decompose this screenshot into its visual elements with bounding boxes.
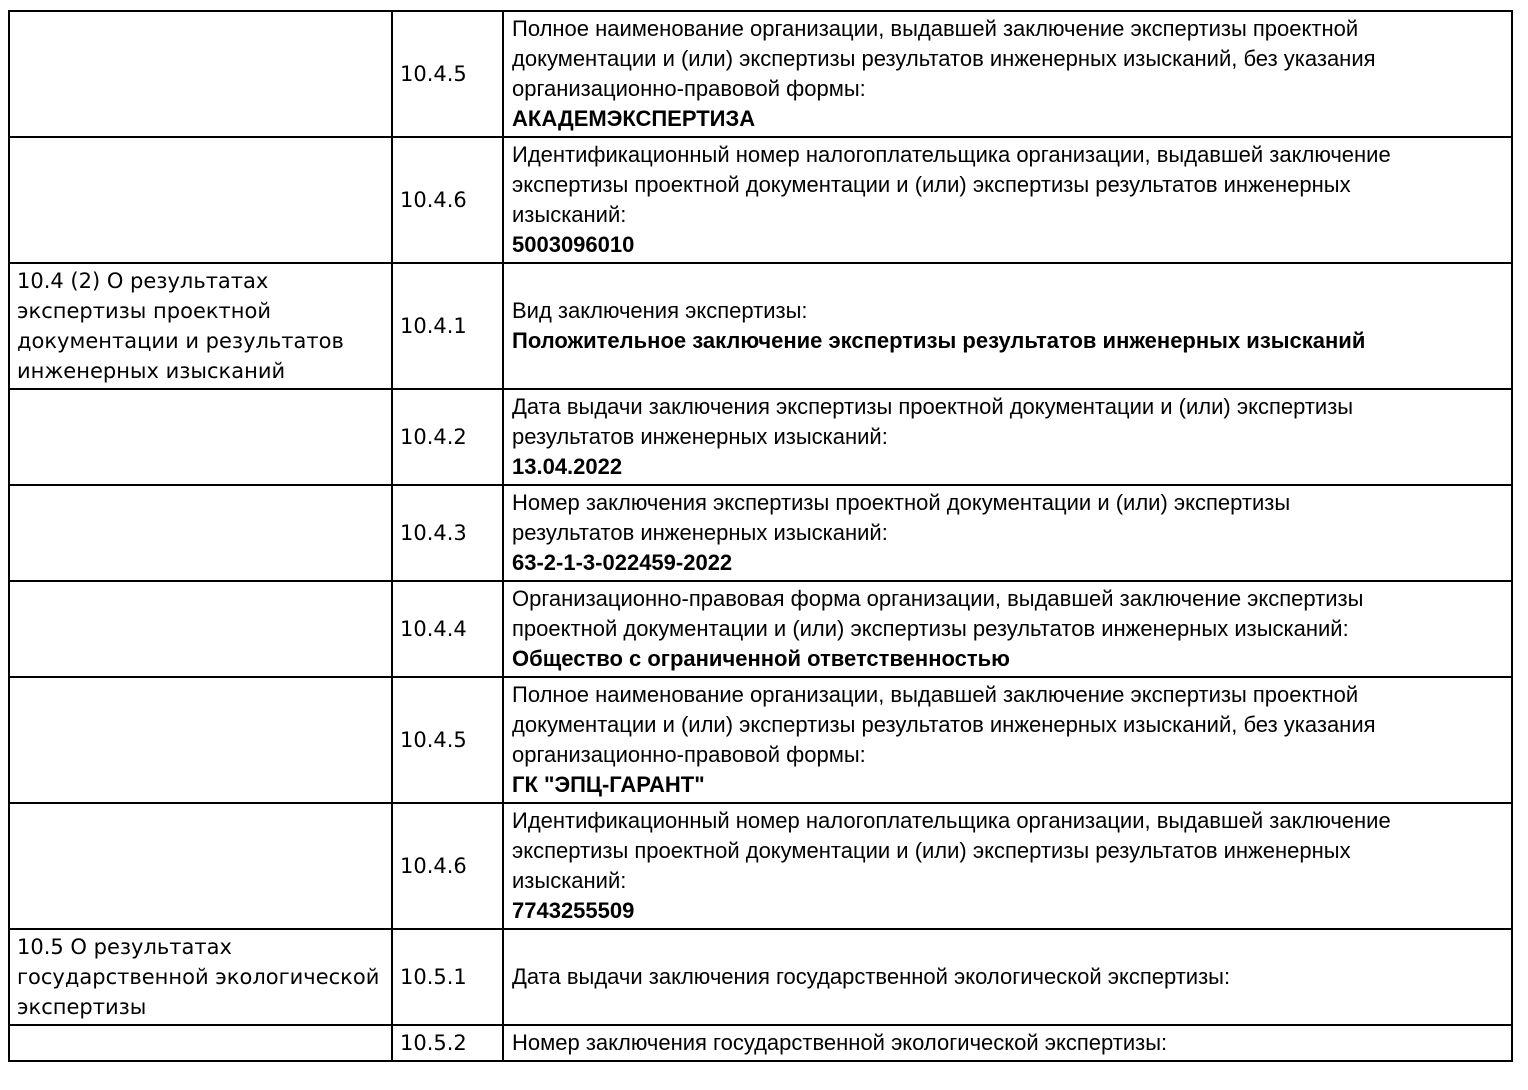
field-value: 13.04.2022 [512,454,623,479]
table-row [9,485,1512,581]
content-cell [503,929,1512,1025]
section-cell [9,803,392,929]
content-cell [503,389,1512,485]
table-row [9,677,1512,803]
field-value: ГК "ЭПЦ-ГАРАНТ" [512,772,705,797]
field-label: Дата выдачи заключения экспертизы проектной документации и (или) экспертизы результатов инженерных изысканий: [512,394,1354,449]
item-number: 10.4.6 [392,803,503,929]
item-number: 10.4.1 [392,263,503,389]
section-cell [9,1025,392,1061]
section-cell: 10.4 (2) О результатах экспертизы проектной документации и результатов инженерных изысканий [9,263,392,389]
field-label: Полное наименование организации, выдавшей заключение экспертизы проектной документации и (или) экспертизы результатов инженерных изысканий, без указания организационно-правовой формы: [512,682,1376,767]
item-number: 10.4.2 [392,389,503,485]
field-value: 7743255509 [512,898,635,923]
item-number: 10.5.2 [392,1025,503,1061]
content-cell [503,137,1512,263]
item-number: 10.4.5 [392,677,503,803]
table-row [9,389,1512,485]
field-label: Вид заключения экспертизы: [512,298,808,323]
section-cell [9,677,392,803]
table-row [9,803,1512,929]
table-row [9,137,1512,263]
field-label: Номер заключения экспертизы проектной документации и (или) экспертизы результатов инженерных изысканий: [512,490,1291,545]
content-cell [503,581,1512,677]
table-row [9,929,1512,1025]
field-value: Положительное заключение экспертизы результатов инженерных изысканий [512,328,1366,353]
table-row [9,581,1512,677]
content-cell [503,263,1512,389]
project-declaration-table [8,10,1513,1062]
section-cell [9,389,392,485]
field-value: 63-2-1-3-022459-2022 [512,550,733,575]
field-label: Полное наименование организации, выдавшей заключение экспертизы проектной документации и (или) экспертизы результатов инженерных изысканий, без указания организационно-правовой формы: [512,16,1376,101]
section-cell [9,485,392,581]
section-cell [9,581,392,677]
field-label: Идентификационный номер налогоплательщика организации, выдавшей заключение экспертизы проектной документации и (или) экспертизы результатов инженерных изысканий: [512,808,1391,893]
content-cell [503,803,1512,929]
item-number: 10.4.6 [392,137,503,263]
field-value: 5003096010 [512,232,635,257]
section-cell [9,137,392,263]
content-cell [503,485,1512,581]
section-cell [9,11,392,137]
field-label: Идентификационный номер налогоплательщика организации, выдавшей заключение экспертизы проектной документации и (или) экспертизы результатов инженерных изысканий: [512,142,1391,227]
field-label: Номер заключения государственной экологической экспертизы: [512,1030,1168,1055]
table-row [9,1025,1512,1061]
section-cell: 10.5 О результатах государственной экологической экспертизы [9,929,392,1025]
item-number: 10.4.5 [392,11,503,137]
table-row [9,11,1512,137]
item-number: 10.4.4 [392,581,503,677]
field-label: Дата выдачи заключения государственной экологической экспертизы: [512,964,1231,989]
item-number: 10.5.1 [392,929,503,1025]
field-label: Организационно-правовая форма организации, выдавшей заключение экспертизы проектной документации и (или) экспертизы результатов инженерных изысканий: [512,586,1364,641]
table-row [9,263,1512,389]
content-cell [503,677,1512,803]
field-value: АКАДЕМЭКСПЕРТИЗА [512,106,756,131]
field-value: Общество с ограниченной ответственностью [512,646,1010,671]
item-number: 10.4.3 [392,485,503,581]
content-cell [503,11,1512,137]
content-cell [503,1025,1512,1061]
